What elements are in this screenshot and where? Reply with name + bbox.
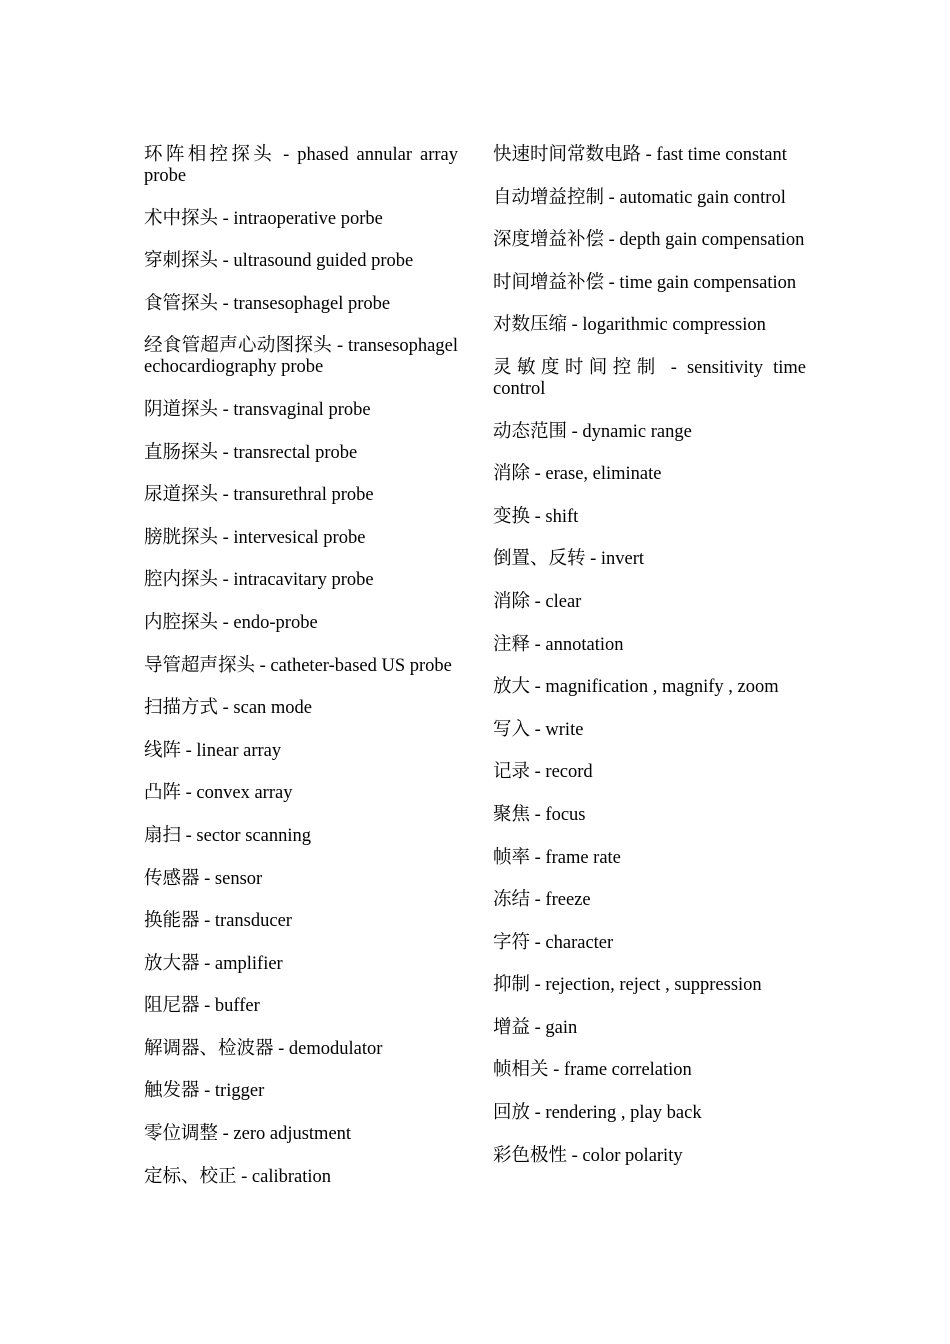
glossary-entry: 写入 - write [493,719,584,740]
glossary-entry: 内腔探头 - endo-probe [144,612,318,633]
glossary-entry: 膀胱探头 - intervesical probe [144,527,366,548]
glossary-entry: 阻尼器 - buffer [144,996,260,1017]
glossary-entry: 对数压缩 - logarithmic compression [493,315,766,336]
glossary-entry: 自动增益控制 - automatic gain control [493,187,786,208]
glossary-entry: 放大器 - amplifier [144,953,283,974]
glossary-entry: 穿刺探头 - ultrasound guided probe [144,251,414,272]
glossary-entry: 解调器、检波器 - demodulator [144,1038,383,1059]
glossary-entry: 注释 - annotation [493,634,624,655]
glossary-entry: 回放 - rendering , play back [493,1103,702,1124]
glossary-entry: 灵敏度时间控制 - sensitivity time control [493,357,806,399]
glossary-entry: 冻结 - freeze [493,890,591,911]
glossary-column-right [493,145,806,1188]
glossary-entry: 传感器 - sensor [144,868,263,889]
glossary-entry: 聚焦 - focus [493,804,586,825]
glossary-entry: 快速时间常数电路 - fast time constant [493,145,787,165]
glossary-entry: 增益 - gain [493,1017,578,1038]
glossary-entry: 食管探头 - transesophagel probe [144,293,391,314]
glossary-entry: 变换 - shift [493,506,579,527]
glossary-entry: 导管超声探头 - catheter-based US probe [144,655,452,676]
glossary-entry: 放大 - magnification , magnify , zoom [493,677,779,698]
glossary-entry: 触发器 - trigger [144,1081,265,1102]
glossary-entry: 消除 - erase, eliminate [493,464,662,485]
glossary-entry: 深度增益补偿 - depth gain compensation [493,230,805,251]
glossary-entry: 线阵 - linear array [144,740,282,761]
glossary-entry: 定标、校正 - calibration [144,1166,332,1187]
glossary-entry: 动态范围 - dynamic range [493,421,692,442]
glossary-entry: 记录 - record [493,762,593,783]
glossary-entry: 换能器 - transducer [144,911,292,932]
glossary-entry: 凸阵 - convex array [144,783,293,804]
glossary-entry: 零位调整 - zero adjustment [144,1124,352,1145]
glossary-entry: 尿道探头 - transurethral probe [144,485,374,506]
glossary-entry: 扇扫 - sector scanning [144,825,311,846]
glossary-entry: 倒置、反转 - invert [493,549,645,570]
glossary-entry: 术中探头 - intraoperative porbe [144,208,383,229]
glossary-entry: 帧相关 - frame correlation [493,1060,692,1081]
glossary-entry: 帧率 - frame rate [493,847,621,868]
glossary-entry: 抑制 - rejection, reject , suppression [493,975,762,996]
glossary-entry: 阴道探头 - transvaginal probe [144,399,371,420]
glossary-entry: 直肠探头 - transrectal probe [144,442,358,463]
glossary-entry: 环阵相控探头 - phased annular array probe [144,145,458,186]
glossary-entry: 消除 - clear [493,591,582,612]
glossary-column-left [144,145,458,1209]
glossary-entry: 腔内探头 - intracavitary probe [144,570,374,591]
glossary-entry: 字符 - character [493,932,614,953]
glossary-entry: 扫描方式 - scan mode [144,698,313,719]
glossary-entry: 彩色极性 - color polarity [493,1145,683,1166]
glossary-entry: 时间增益补偿 - time gain compensation [493,272,797,293]
glossary-entry: 经食管超声心动图探头 - transesophagel echocardiography probe [144,336,458,378]
